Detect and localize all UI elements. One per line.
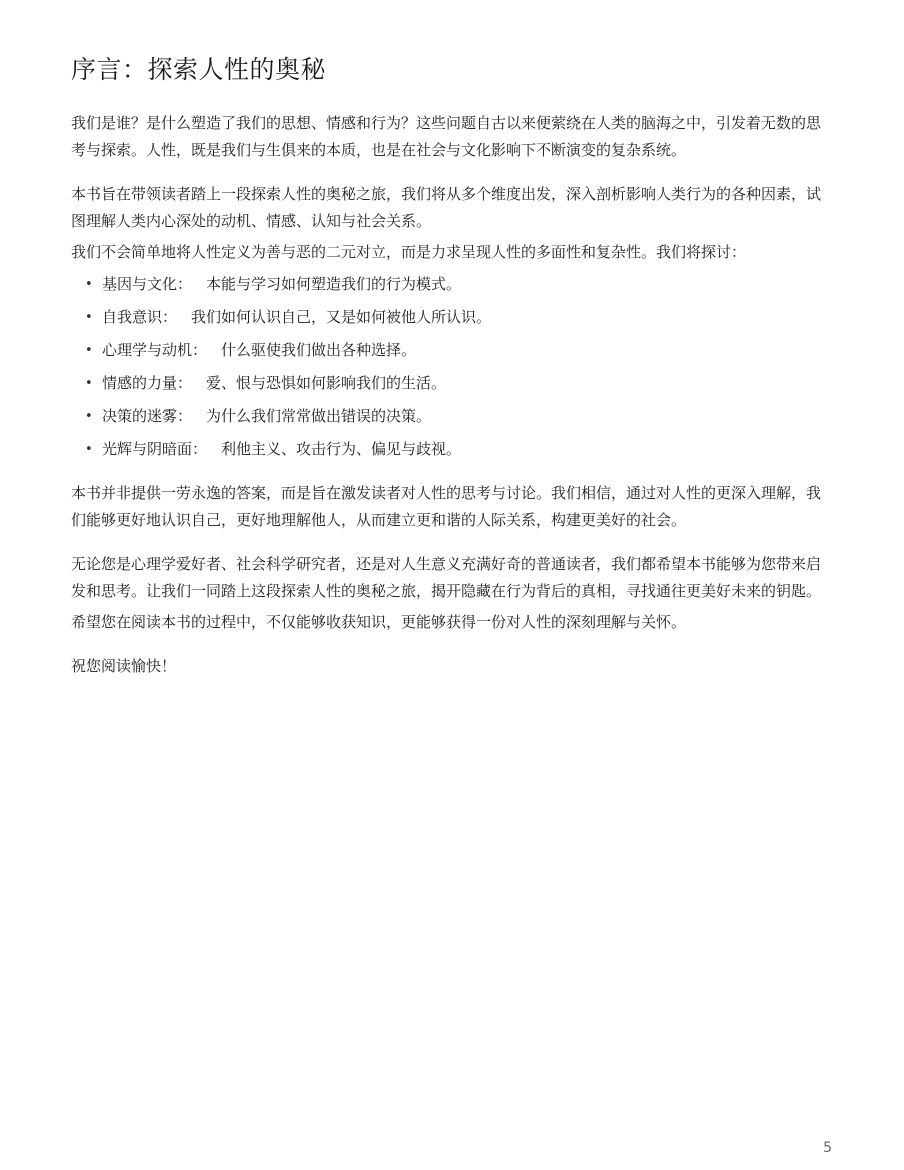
list-item xyxy=(71,271,831,298)
list-item xyxy=(71,370,831,397)
bullet-icon: • xyxy=(85,409,93,424)
bullet-icon: • xyxy=(85,277,93,292)
topic-term: 情感的力量： xyxy=(102,374,193,392)
topic-term: 自我意识： xyxy=(102,308,178,326)
topic-desc: 我们如何认识自己，又是如何被他人所认识。 xyxy=(191,308,492,326)
closing-paragraph-2: 无论您是心理学爱好者、社会科学研究者，还是对人生意义充满好奇的普通读者，我们都希望本书能够为您带来启发和思考。让我们一同踏上这段探索人性的奥秘之旅，揭开隐藏在行为背后的真相，寻找通往更美好未来的钥匙。 xyxy=(71,555,822,600)
topic-desc: 爱、恨与恐惧如何影响我们的生活。 xyxy=(206,374,447,392)
bullet-icon: • xyxy=(85,442,93,457)
topic-desc: 本能与学习如何塑造我们的行为模式。 xyxy=(206,275,462,293)
topic-term: 决策的迷雾： xyxy=(102,407,193,425)
topic-term: 光辉与阴暗面： xyxy=(102,440,208,458)
list-item xyxy=(71,337,831,364)
topic-list xyxy=(71,271,831,463)
document-page xyxy=(71,52,831,680)
intro-paragraph-1: 我们是谁？是什么塑造了我们的思想、情感和行为？这些问题自古以来便萦绕在人类的脑海之中，引发着无数的思考与探索。人性，既是我们与生俱来的本质，也是在社会与文化影响下不断演变的复杂系统。 xyxy=(71,114,822,159)
topic-desc: 什么驱使我们做出各种选择。 xyxy=(221,341,417,359)
page-title: 序言：探索人性的奥秘 xyxy=(71,55,327,84)
page-number: 5 xyxy=(823,1140,832,1156)
topic-term: 心理学与动机： xyxy=(102,341,208,359)
list-item xyxy=(71,304,831,331)
closing-paragraph-1: 本书并非提供一劳永逸的答案，而是旨在激发读者对人性的思考与讨论。我们相信，通过对人性的更深入理解，我们能够更好地认识自己，更好地理解他人，从而建立更和谐的人际关系，构建更美好的社会。 xyxy=(71,484,822,529)
topic-desc: 利他主义、攻击行为、偏见与歧视。 xyxy=(221,440,462,458)
intro-paragraph-2: 本书旨在带领读者踏上一段探索人性的奥秘之旅，我们将从多个维度出发，深入剖析影响人类行为的各种因素，试图理解人类内心深处的动机、情感、认知与社会关系。 xyxy=(71,185,822,230)
list-item xyxy=(71,436,831,463)
bullet-icon: • xyxy=(85,376,93,391)
closing-salutation: 祝您阅读愉快！ xyxy=(71,657,177,675)
topic-desc: 为什么我们常常做出错误的决策。 xyxy=(206,407,432,425)
intro-paragraph-3: 我们不会简单地将人性定义为善与恶的二元对立，而是力求呈现人性的多面性和复杂性。我们将探讨： xyxy=(71,243,747,261)
closing-paragraph-3: 希望您在阅读本书的过程中，不仅能够收获知识，更能够获得一份对人性的深刻理解与关怀。 xyxy=(71,613,687,631)
topic-term: 基因与文化： xyxy=(102,275,193,293)
bullet-icon: • xyxy=(85,343,93,358)
list-item xyxy=(71,403,831,430)
bullet-icon: • xyxy=(85,310,93,325)
